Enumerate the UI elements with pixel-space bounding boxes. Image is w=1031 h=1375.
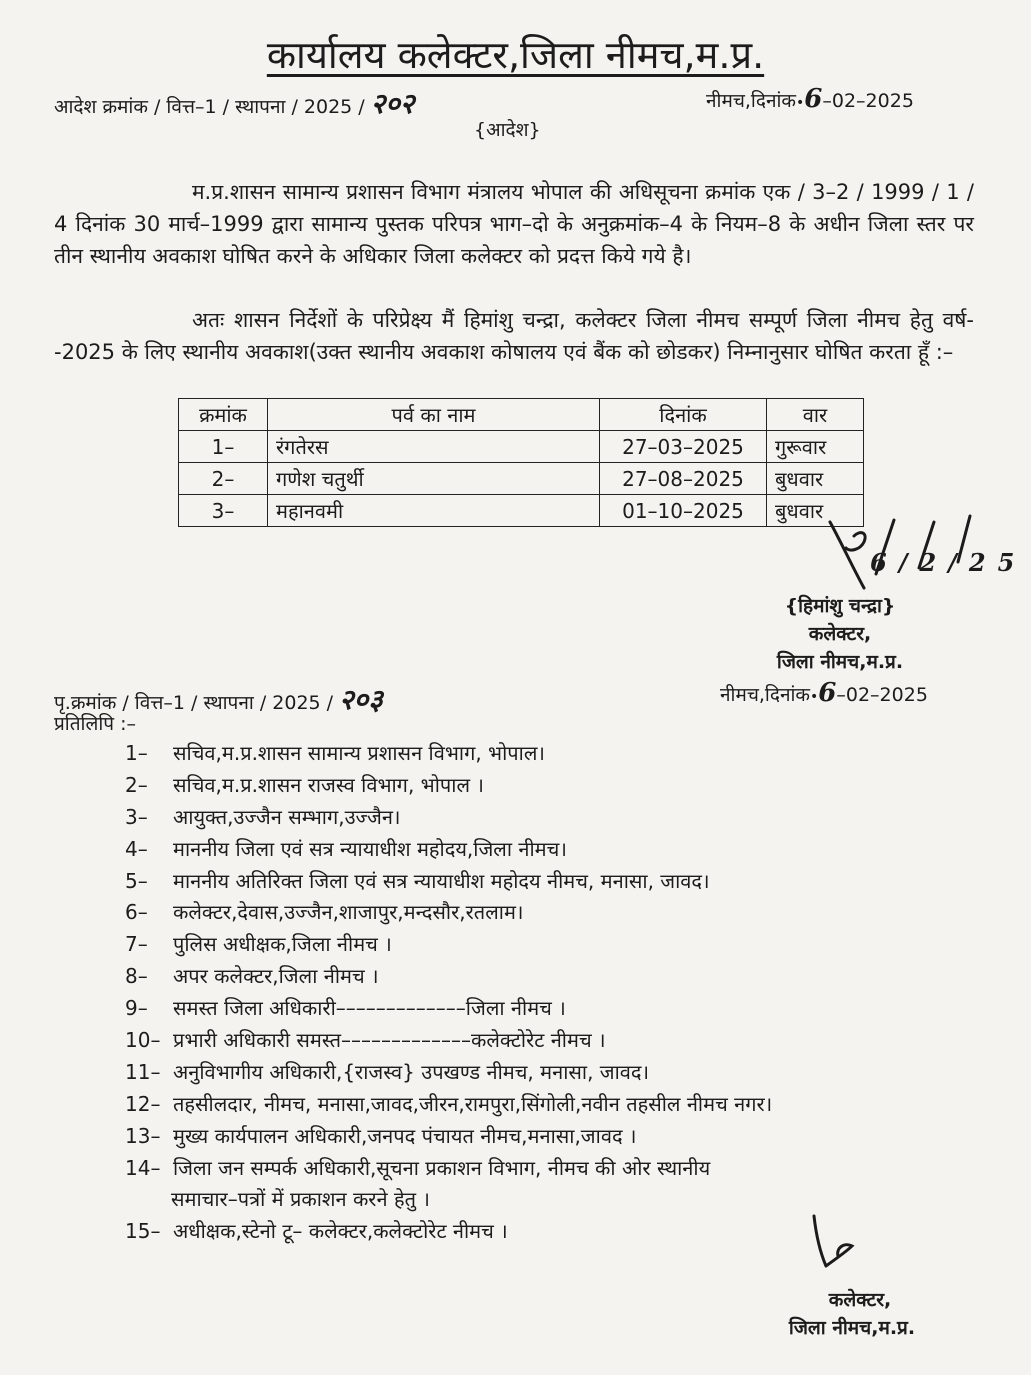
row-date: 01–10–2025	[600, 495, 767, 527]
row-day: गुरूवार	[767, 431, 864, 463]
copy-date-suffix: –02–2025	[836, 684, 928, 706]
holiday-table-header-row	[179, 399, 864, 431]
holiday-table	[178, 398, 864, 527]
list-item: 6– कलेक्टर,देवास,उज्जैन,शाजापुर,मन्दसौर,रतलाम।	[125, 900, 524, 925]
table-row	[179, 431, 864, 463]
list-item: 5– माननीय अतिरिक्त जिला एवं सत्र न्यायाधीश महोदय नीमच, मनासा, जावद।	[125, 868, 710, 893]
table-row	[179, 495, 864, 527]
list-item: 8– अपर कलेक्टर,जिला नीमच ।	[125, 964, 379, 989]
order-date-handwritten-day: 6	[804, 84, 823, 114]
list-item-continuation: समाचार–पत्रों में प्रकाशन करने हेतु ।	[171, 1187, 430, 1212]
copy-label: प्रतिलिपि :–	[54, 713, 137, 735]
row-date: 27–03–2025	[600, 431, 767, 463]
list-item: 1– सचिव,म.प्र.शासन सामान्य प्रशासन विभाग, भोपाल।	[125, 741, 545, 765]
order-number-text: आदेश क्रमांक / वित्त–1 / स्थापना / 2025 /	[54, 96, 365, 118]
list-item: 10– प्रभारी अधिकारी समस्त–––––––––––––कलेक्टोरेट नीमच ।	[125, 1028, 606, 1053]
list-item: 3– आयुक्त,उज्जैन सम्भाग,उज्जैन।	[125, 804, 401, 829]
list-item: 4– माननीय जिला एवं सत्र न्यायाधीश महोदय,जिला नीमच।	[125, 836, 567, 861]
list-item: 12– तहसीलदार, नीमच, मनासा,जावद,जीरन,रामपुरा,सिंगोली,नवीन तहसील नीमच नगर।	[125, 1091, 773, 1116]
paragraph-2	[54, 304, 974, 368]
copy-number-handwritten: २०३	[339, 683, 383, 716]
order-date: नीमच,दिनांक•6–02–2025	[706, 84, 914, 114]
paragraph-1	[54, 176, 974, 272]
list-item: 9– समस्त जिला अधिकारी–––––––––––––जिला नीमच ।	[125, 996, 566, 1021]
list-item: 2– सचिव,म.प्र.शासन राजस्व विभाग, भोपाल ।	[125, 772, 484, 797]
list-item: 15– अधीक्षक,स्टेनो टू– कलेक्टर,कलेक्टोरेट नीमच ।	[125, 1219, 508, 1244]
signature-1-designation: कलेक्टर,	[808, 623, 872, 645]
order-date-label: नीमच,दिनांक	[706, 90, 797, 112]
signature-1-name: {हिमांशु चन्द्रा}	[784, 595, 896, 617]
row-day: बुधवार	[767, 463, 864, 495]
list-item: 14– जिला जन सम्पर्क अधिकारी,सूचना प्रकाशन विभाग, नीमच की ओर स्थानीय	[125, 1155, 711, 1180]
copy-date-label: नीमच,दिनांक	[720, 684, 811, 706]
signature-1-initials: 6/2/25	[870, 548, 1027, 577]
handwritten-signature-2	[806, 1212, 866, 1272]
order-number	[54, 84, 414, 122]
copy-date: नीमच,दिनांक•6–02–2025	[720, 678, 928, 708]
order-heading: {आदेश}	[474, 119, 541, 141]
list-item: 7– पुलिस अधीक्षक,जिला नीमच ।	[125, 932, 392, 957]
table-row	[179, 463, 864, 495]
header-festival: पर्व का नाम	[268, 399, 600, 431]
list-item: 13– मुख्य कार्यपालन अधिकारी,जनपद पंचायत नीमच,मनासा,जावद ।	[125, 1123, 637, 1148]
row-sno: 1–	[179, 431, 268, 463]
header-date: दिनांक	[600, 399, 767, 431]
header-day: वार	[767, 399, 864, 431]
order-date-suffix: –02–2025	[822, 90, 914, 112]
recipient-list	[125, 738, 772, 1248]
order-number-handwritten: २०२	[370, 87, 415, 120]
paragraph-1-text: म.प्र.शासन सामान्य प्रशासन विभाग मंत्रालय भोपाल की अधिसूचना क्रमांक एक / 3–2 / 1999 / 1 / 4 दिनांक 30 मार्च–1999 द्वारा सामान्य पुस्तक परिपत्र भाग–दो के अनुक्रमांक–4 के नियम–8 के अधीन जिला स्तर पर तीन स्थानीय अवकाश घोषित करने के अधिकार जिला कलेक्टर को प्रदत्त किये गये है।	[54, 180, 974, 268]
row-sno: 2–	[179, 463, 268, 495]
office-title: कार्यालय कलेक्टर,जिला नीमच,म.प्र.	[266, 33, 765, 77]
row-festival: गणेश चतुर्थी	[268, 463, 600, 495]
signature-1-office: जिला नीमच,म.प्र.	[776, 651, 904, 673]
copy-date-handwritten-day: 6	[818, 678, 837, 708]
list-item: 11– अनुविभागीय अधिकारी,{राजस्व} उपखण्ड नीमच, मनासा, जावद।	[125, 1059, 650, 1084]
copy-number-text: पृ.क्रमांक / वित्त–1 / स्थापना / 2025 /	[54, 692, 334, 714]
paragraph-2-text: अतः शासन निर्देशों के परिप्रेक्ष्य मैं हिमांशु चन्द्रा, कलेक्टर जिला नीमच सम्पूर्ण जिला नीमच हेतु वर्ष--2025 के लिए स्थानीय अवकाश(उक्त स्थानीय अवकाश कोषालय एवं बैंक को छोडकर) निम्नानुसार घोषित करता हूँ :–	[54, 308, 974, 364]
row-sno: 3–	[179, 495, 268, 527]
signature-2-designation: कलेक्टर,	[828, 1289, 892, 1311]
signature-2-office: जिला नीमच,म.प्र.	[788, 1317, 916, 1339]
row-date: 27–08–2025	[600, 463, 767, 495]
row-festival: महानवमी	[268, 495, 600, 527]
row-festival: रंगतेरस	[268, 431, 600, 463]
row-day: बुधवार	[767, 495, 864, 527]
header-sno: क्रमांक	[179, 399, 268, 431]
